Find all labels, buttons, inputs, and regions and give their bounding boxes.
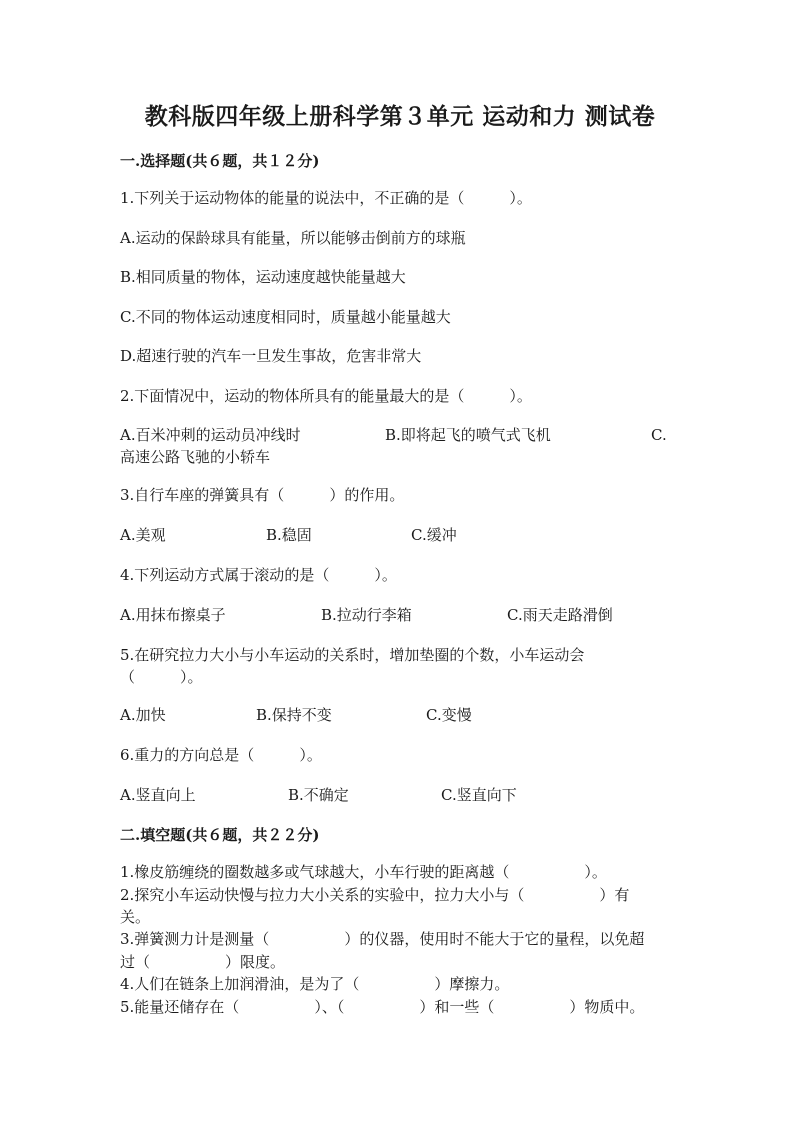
fill-blank-line-1: 1.橡皮筋缠绕的圈数越多或气球越大，小车行驶的距离越（ ）。	[120, 863, 607, 881]
question-1-option-c: C.不同的物体运动速度相同时，质量越小能量越大	[120, 308, 451, 326]
question-6-option-b: B.不确定	[288, 786, 349, 804]
question-3-options	[120, 524, 680, 546]
fill-blank-line-3: 关。	[120, 908, 151, 926]
question-1-stem: 1.下列关于运动物体的能量的说法中，不正确的是（ ）。	[120, 189, 532, 207]
question-4-option-b: B.拉动行李箱	[321, 606, 412, 624]
question-2-options	[120, 424, 680, 446]
question-4-options	[120, 604, 680, 626]
question-2-option-c: C.	[651, 426, 667, 444]
question-6-options	[120, 784, 680, 806]
section-heading-choice: 一.选择题(共６题，共１２分)	[120, 152, 320, 170]
question-3-stem: 3.自行车座的弹簧具有（ ）的作用。	[120, 486, 405, 504]
question-2-option-a: A.百米冲刺的运动员冲线时	[120, 426, 301, 444]
question-5-options	[120, 704, 680, 726]
question-5-stem: 5.在研究拉力大小与小车运动的关系时，增加垫圈的个数，小车运动会	[120, 646, 585, 664]
fill-blank-line-4: 3.弹簧测力计是测量（ ）的仪器，使用时不能大于它的量程，以免超	[120, 930, 645, 948]
question-1-option-b: B.相同质量的物体，运动速度越快能量越大	[120, 268, 406, 286]
question-3-option-c: C.缓冲	[411, 526, 457, 544]
question-2-option-b: B.即将起飞的喷气式飞机	[385, 426, 551, 444]
fill-blank-line-5: 过（ ）限度。	[120, 953, 286, 971]
page-title: 教科版四年级上册科学第３单元 运动和力 测试卷	[144, 103, 656, 130]
question-5-stem-continued: （ ）。	[120, 668, 203, 686]
question-5-option-a: A.加快	[120, 706, 166, 724]
fill-blank-line-7: 5.能量还储存在（ ）、（ ）和一些（ ）物质中。	[120, 998, 645, 1016]
section-heading-fill-blank: 二.填空题(共６题，共２２分)	[120, 826, 320, 844]
question-1-option-a: A.运动的保龄球具有能量，所以能够击倒前方的球瓶	[120, 229, 466, 247]
question-4-option-c: C.雨天走路滑倒	[507, 606, 613, 624]
fill-blank-line-6: 4.人们在链条上加润滑油，是为了（ ）摩擦力。	[120, 975, 510, 993]
question-2-option-c-text: 高速公路飞驰的小轿车	[120, 448, 271, 466]
question-3-option-b: B.稳固	[266, 526, 312, 544]
question-3-option-a: A.美观	[120, 526, 166, 544]
question-4-stem: 4.下列运动方式属于滚动的是（ ）。	[120, 566, 397, 584]
question-4-option-a: A.用抹布擦桌子	[120, 606, 226, 624]
question-1-option-d: D.超速行驶的汽车一旦发生事故，危害非常大	[120, 347, 422, 365]
question-6-option-a: A.竖直向上	[120, 786, 196, 804]
question-5-option-b: B.保持不变	[256, 706, 332, 724]
question-6-stem: 6.重力的方向总是（ ）。	[120, 746, 322, 764]
question-5-option-c: C.变慢	[426, 706, 472, 724]
fill-blank-line-2: 2.探究小车运动快慢与拉力大小关系的实验中，拉力大小与（ ）有	[120, 886, 630, 904]
question-2-stem: 2.下面情况中，运动的物体所具有的能量最大的是（ ）。	[120, 387, 532, 405]
question-6-option-c: C.竖直向下	[441, 786, 517, 804]
